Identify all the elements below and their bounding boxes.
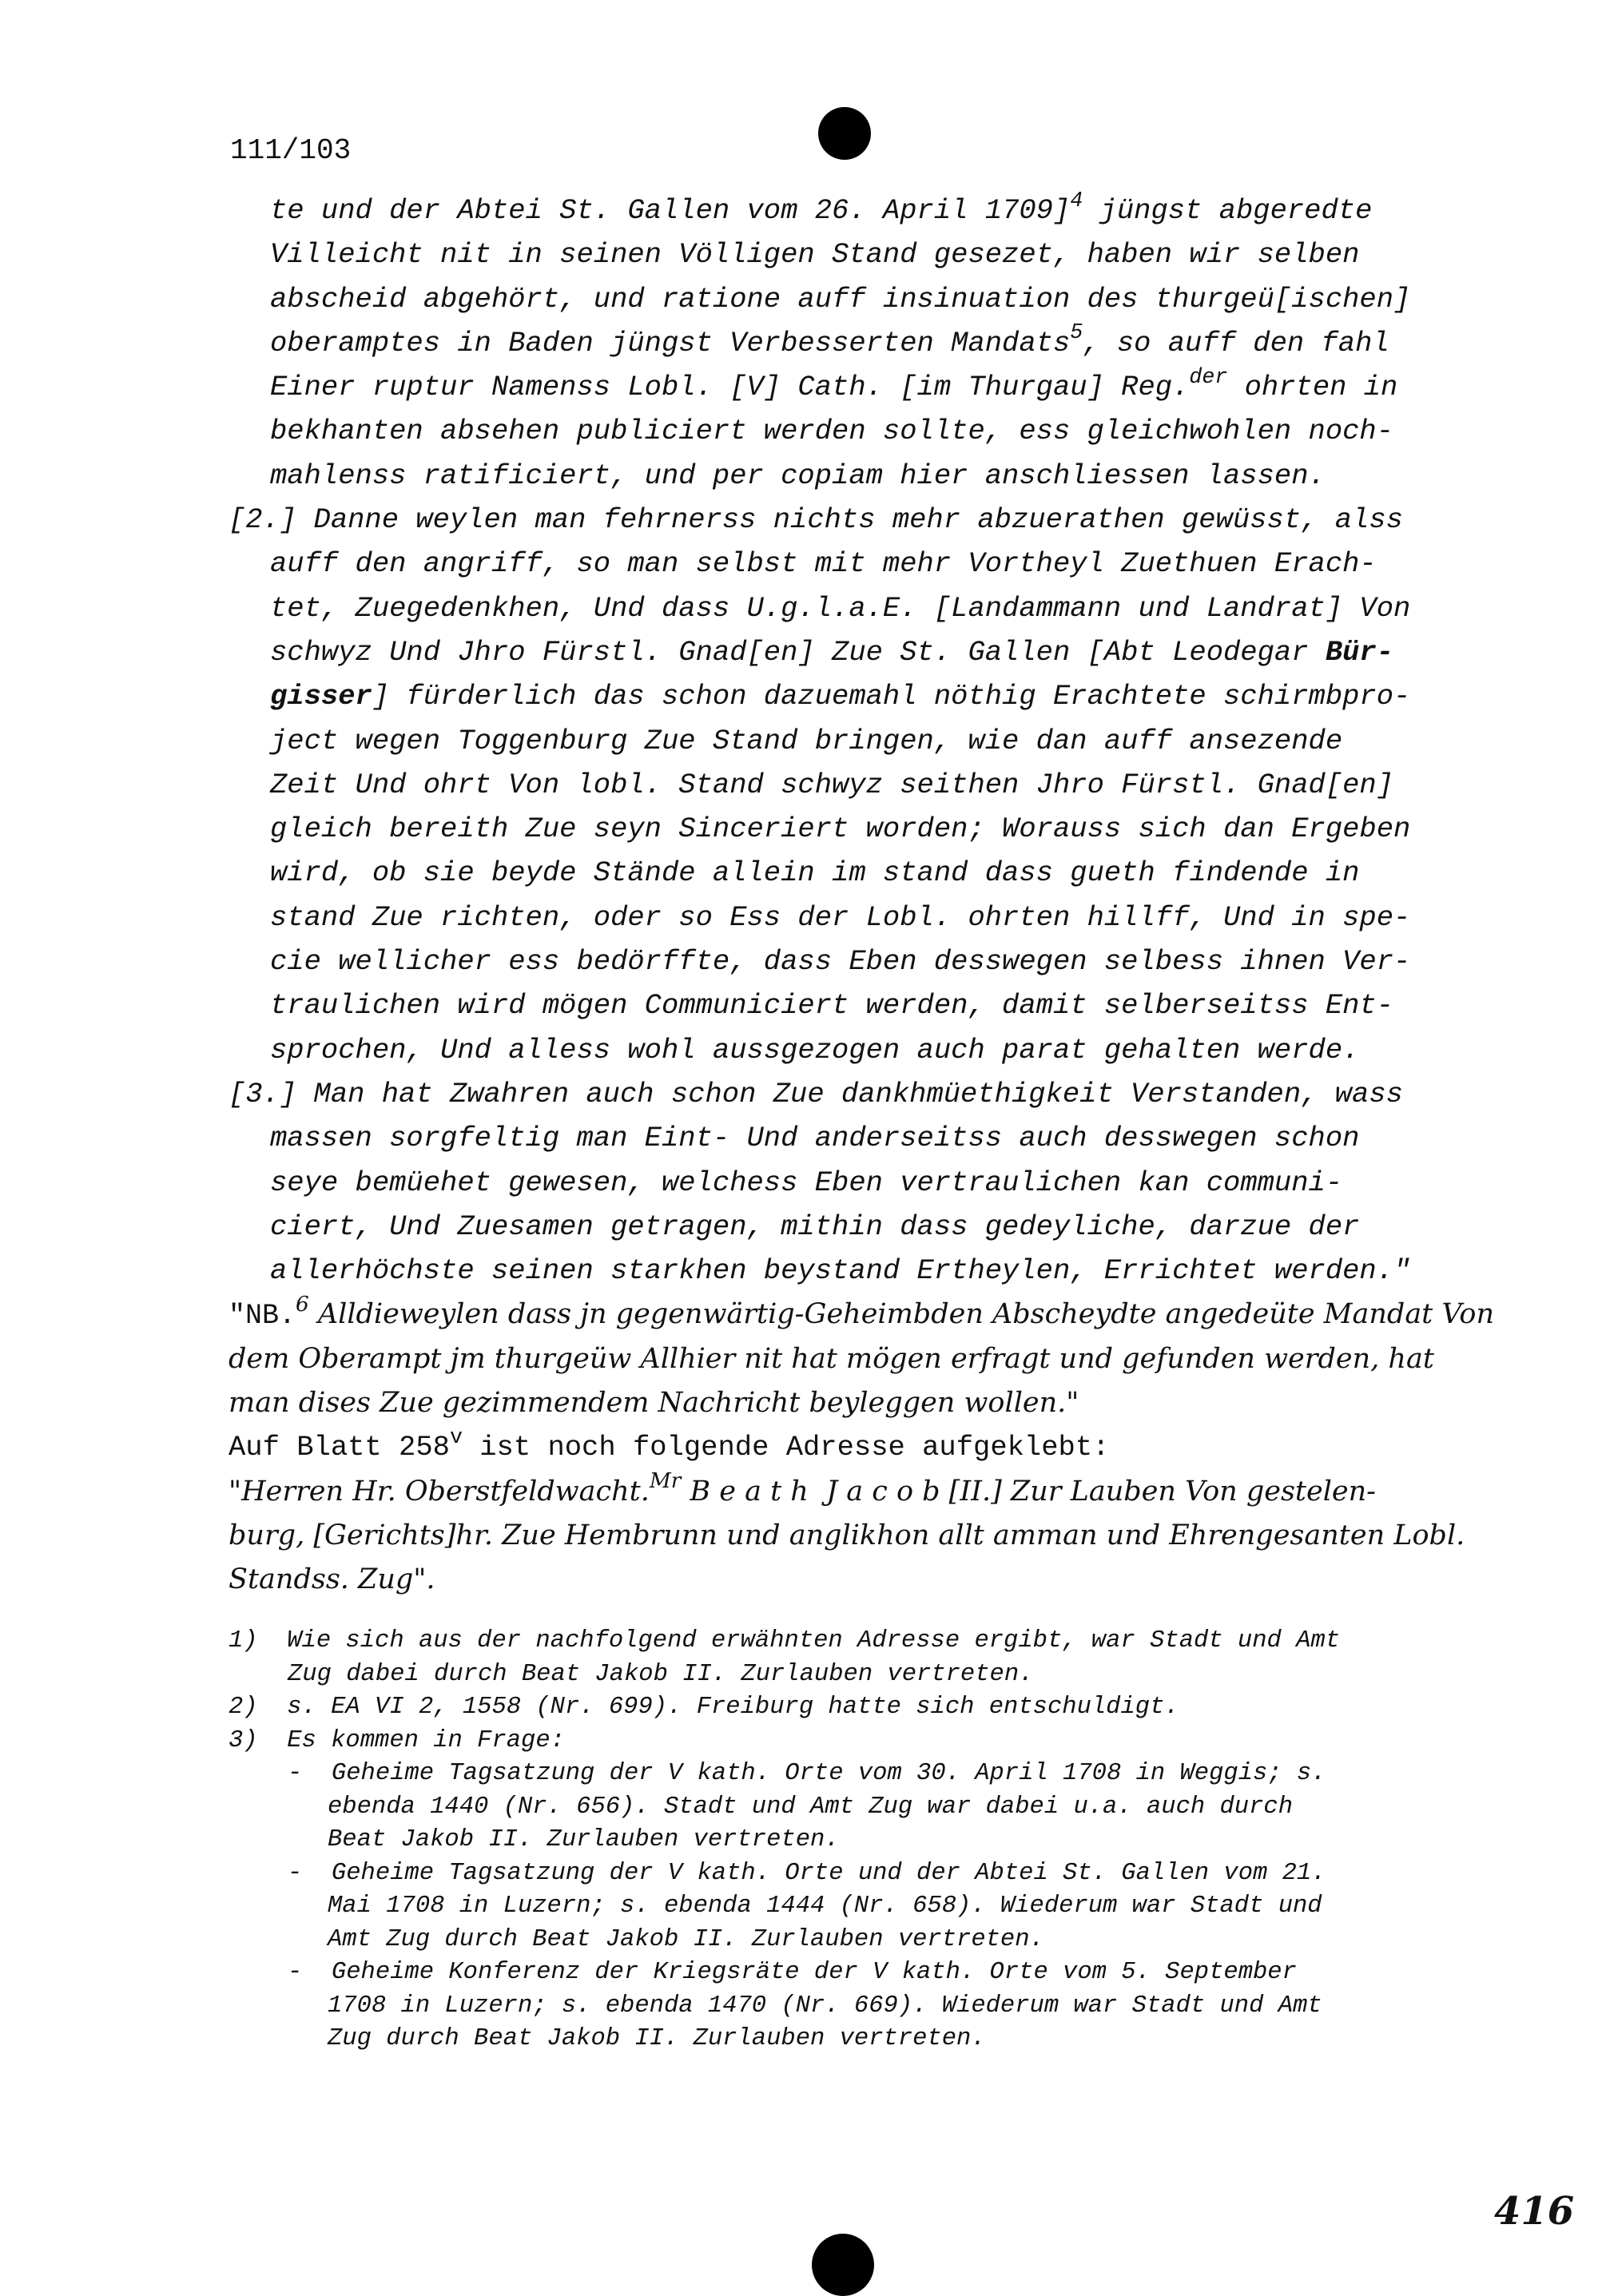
text-line: sprochen, Und alless wohl aussgezogen auch parat gehalten werde.	[270, 1033, 1360, 1067]
address-line: Standss. Zug".	[229, 1563, 435, 1596]
text-line: [3.] Man hat Zwahren auch schon Zue dankhmüethigkeit Verstanden, wass	[229, 1077, 1403, 1110]
address-line: "Herren Hr. Oberstfeldwacht.$^{Mr}$ B e a t h J a c o b [II.] Zur Lauben Von gestelen-	[229, 1469, 1376, 1507]
footnote-line: ebenda 1440 (Nr. 656). Stadt und Amt Zug war dabei u.a. auch durch	[328, 1793, 1293, 1821]
blatt-line: Auf Blatt 258$^v$ ist noch folgende Adresse aufgeklebt:	[229, 1424, 1110, 1464]
text-line: tet, Zuegedenkhen, Und dass U.g.l.a.E. [Landammann und Landrat] Von	[270, 591, 1411, 625]
footnote-line: Zug durch Beat Jakob II. Zurlauben vertreten.	[328, 2025, 986, 2052]
superscript: v	[449, 1424, 463, 1449]
text-line: traulichen wird mögen Communiciert werden, damit selberseitss Ent-	[270, 989, 1394, 1023]
footnote-ref: 5	[1070, 320, 1083, 345]
document-body	[229, 188, 1495, 1603]
text-line: Einer ruptur Namenss Lobl. [V] Cath. [im Thurgau] Reg.$^{der}$ ohrten in	[270, 364, 1398, 404]
text-line: allerhöchste seinen starkhen beystand Ertheylen, Errichtet werden."	[270, 1254, 1411, 1288]
text-line: schwyz Und Jhro Fürstl. Gnad[en] Zue St. Gallen [Abt Leodegar Bür-	[270, 635, 1394, 669]
footnote-line: Zug dabei durch Beat Jakob II. Zurlauben vertreten.	[288, 1660, 1034, 1688]
text-line: bekhanten absehen publiciert werden sollte, ess gleichwohlen noch-	[270, 415, 1394, 448]
footnotes	[229, 1625, 1475, 2056]
text-line: [2.] Danne weylen man fehrnerss nichts mehr abzuerathen gewüsst, alss	[229, 503, 1403, 537]
text-line: wird, ob sie beyde Stände allein im stand dass gueth findende in	[270, 856, 1360, 890]
footnote-line: Mai 1708 in Luzern; s. ebenda 1444 (Nr. 658). Wiederum war Stadt und	[328, 1893, 1322, 1920]
text-line: mahlenss ratificiert, und per copiam hier anschliessen lassen.	[270, 459, 1326, 492]
text-line: gleich bereith Zue seyn Sinceriert worden; Worauss sich dan Ergeben	[270, 812, 1411, 846]
text-line: Villeicht nit in seinen Völligen Stand gesezet, haben wir selben	[270, 238, 1360, 272]
text-line: seye bemüehet gewesen, welchess Eben vertraulichen kan communi-	[270, 1166, 1343, 1199]
text-line: te und der Abtei St. Gallen vom 26. April 1709]$^4$ jüngst abgeredte	[270, 188, 1373, 227]
nb-note-line: man dises Zue gezimmendem Nachricht beyleggen wollen."	[229, 1387, 1079, 1420]
punch-hole-mark	[812, 2234, 874, 2296]
punch-hole-mark	[818, 107, 871, 160]
text-line: stand Zue richten, oder so Ess der Lobl. ohrten hillff, Und in spe-	[270, 900, 1411, 934]
superscript: der	[1189, 364, 1228, 389]
superscript: Mr	[649, 1469, 682, 1494]
address-line: burg, [Gerichts]hr. Zue Hembrunn und anglikhon allt amman und Ehrengesanten Lobl.	[229, 1519, 1465, 1551]
footnote-line: Beat Jakob II. Zurlauben vertreten.	[328, 1826, 840, 1853]
footnote-ref: 6	[296, 1293, 309, 1317]
text-line: ciert, Und Zuesamen getragen, mithin dass gedeyliche, darzue der	[270, 1210, 1360, 1243]
footnote-ref: 4	[1070, 188, 1083, 213]
bold-name: gisser	[270, 680, 372, 713]
footnote-line: 2) s. EA VI 2, 1558 (Nr. 699). Freiburg hatte sich entschuldigt.	[229, 1694, 1179, 1721]
footnote-line: Amt Zug durch Beat Jakob II. Zurlauben vertreten.	[328, 1925, 1044, 1953]
footnote-line: 1) Wie sich aus der nachfolgend erwähnten Adresse ergibt, war Stadt und Amt	[229, 1627, 1341, 1654]
footnote-line: 1708 in Luzern; s. ebenda 1470 (Nr. 669). Wiederum war Stadt und Amt	[328, 1992, 1322, 2020]
text-line: Zeit Und ohrt Von lobl. Stand schwyz seithen Jhro Fürstl. Gnad[en]	[270, 768, 1394, 801]
footnote-line: 3) Es kommen in Frage:	[229, 1726, 565, 1754]
page-number: 111/103	[230, 134, 352, 167]
footnote-line: - Geheime Tagsatzung der V kath. Orte vom 30. April 1708 in Weggis; s.	[288, 1760, 1326, 1787]
footnote-line: - Geheime Konferenz der Kriegsräte der V kath. Orte vom 5. September	[288, 1959, 1297, 1986]
footnote-line: - Geheime Tagsatzung der V kath. Orte und der Abtei St. Gallen vom 21.	[288, 1859, 1326, 1887]
text-line: oberamptes in Baden jüngst Verbesserten Mandats$^5$, so auff den fahl	[270, 320, 1389, 359]
nb-note-line: dem Oberampt jm thurgeüw Allhier nit hat mögen erfragt und gefunden werden, hat	[229, 1342, 1434, 1375]
text-line: auff den angriff, so man selbst mit mehr Vortheyl Zuethuen Erach-	[270, 547, 1377, 581]
text-line: massen sorgfeltig man Eint- Und anderseitss auch desswegen schon	[270, 1122, 1360, 1155]
text-line: cie wellicher ess bedörffte, dass Eben desswegen selbess ihnen Ver-	[270, 945, 1411, 979]
handwritten-archive-number: 416	[1494, 2189, 1575, 2234]
text-line: gisser] fürderlich das schon dazuemahl nöthig Erachtete schirmbpro-	[270, 680, 1411, 713]
text-line: ject wegen Toggenburg Zue Stand bringen, wie dan auff ansezende	[270, 724, 1343, 757]
text-line: abscheid abgehört, und ratione auff insinuation des thurgeü[ischen]	[270, 282, 1411, 316]
nb-note-line: "NB.$^6$ Alldieweylen dass jn gegenwärtig-Geheimbden Abscheydte angedeüte Mandat Von	[229, 1293, 1495, 1333]
bold-name: Bür-	[1325, 635, 1394, 669]
